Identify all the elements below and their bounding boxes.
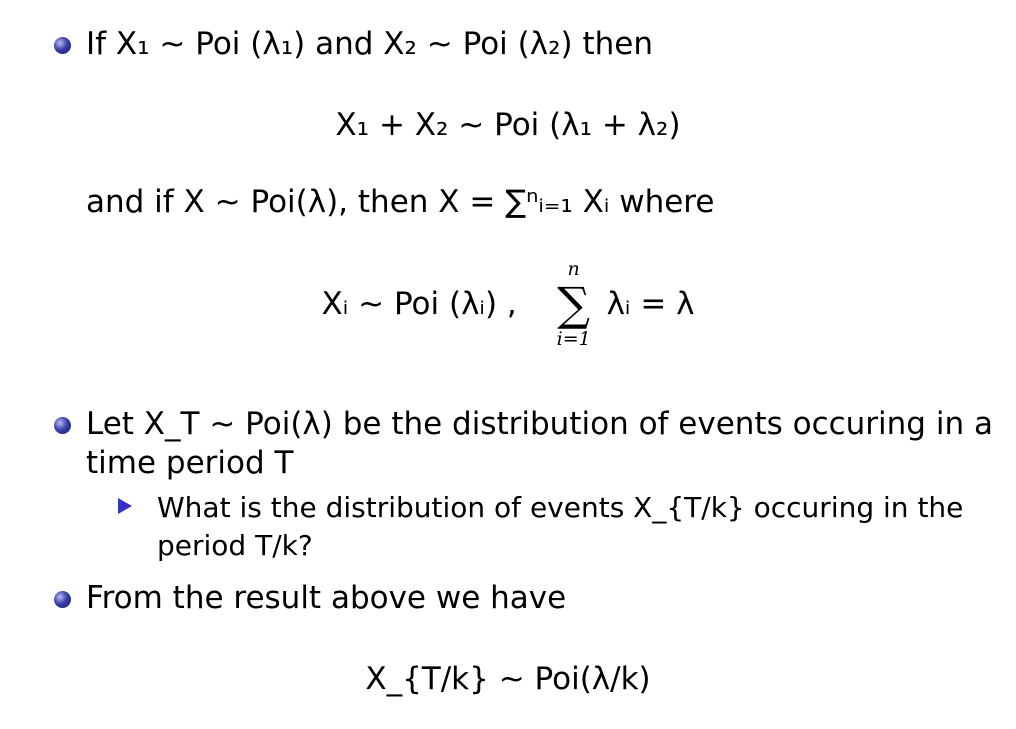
bullet-1-text bbox=[86, 25, 653, 63]
b2-line2: time period T bbox=[86, 445, 294, 481]
sub-line1: What is the distribution of events X_{T/k} occuring in the bbox=[157, 491, 964, 524]
sum-symbol: ∑ bbox=[557, 277, 591, 331]
sub-bullet-triangle-icon bbox=[118, 498, 132, 514]
sum-lower: i=1 bbox=[556, 328, 591, 350]
eq2-left: Xᵢ ∼ Poi (λᵢ) , bbox=[321, 286, 517, 322]
b2-line1: Let X_T ∼ Poi(λ) be the distribution of events occuring in a bbox=[86, 406, 993, 442]
bullet-3-text bbox=[86, 579, 566, 617]
bullet-3-icon bbox=[54, 591, 71, 608]
equation-1 bbox=[0, 106, 1016, 144]
bullet-1-continuation bbox=[86, 183, 714, 221]
bullet-2-icon bbox=[54, 417, 71, 434]
bullet-2-line-1 bbox=[86, 405, 993, 443]
sub-line2: period T/k? bbox=[157, 529, 313, 562]
b1-text: If X₁ ∼ Poi (λ₁) and X₂ ∼ Poi (λ₂) then bbox=[86, 26, 653, 62]
equation-3 bbox=[0, 660, 1016, 698]
sum-upper: n bbox=[567, 258, 580, 280]
b3-text: From the result above we have bbox=[86, 580, 567, 616]
eq3: X_{T/k} ∼ Poi(λ/k) bbox=[365, 661, 651, 697]
eq1: X₁ + X₂ ∼ Poi (λ₁ + λ₂) bbox=[335, 107, 681, 143]
sub-bullet-line-2 bbox=[157, 527, 313, 565]
eq2-right: λᵢ = λ bbox=[606, 286, 695, 322]
bullet-2-line-2 bbox=[86, 444, 293, 482]
equation-2 bbox=[0, 258, 1016, 350]
bullet-1-icon bbox=[54, 37, 71, 54]
sub-bullet-line-1 bbox=[157, 489, 963, 527]
summation bbox=[557, 258, 591, 350]
b1-cont: and if X ∼ Poi(λ), then X = ∑ⁿᵢ₌₁ Xᵢ where bbox=[86, 184, 715, 220]
